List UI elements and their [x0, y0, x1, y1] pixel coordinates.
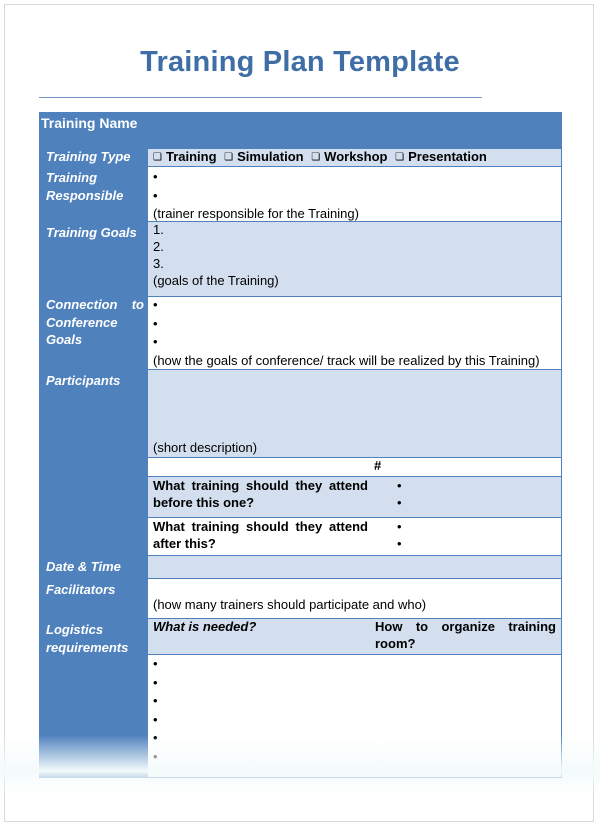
row-divider: [148, 578, 561, 579]
training-responsible-cell[interactable]: [148, 166, 561, 221]
bullet-item: [148, 168, 561, 187]
bullet-item: [148, 729, 561, 748]
connection-note: (how the goals of conference/ track will be realized by this Training): [153, 352, 540, 368]
row-divider: [148, 555, 561, 556]
connection-label-line2: Conference: [46, 314, 118, 330]
row-divider: [148, 517, 561, 518]
bullet-item: [148, 692, 561, 711]
row-divider: [148, 221, 561, 222]
bullet-item: [148, 674, 561, 693]
bullet-item: [148, 187, 561, 206]
checkbox-icon: ❏: [153, 152, 162, 163]
title-underline: [39, 97, 482, 98]
participants-description-cell[interactable]: [148, 369, 561, 457]
logistics-label: Logistics requirements: [39, 618, 148, 777]
goal-item-2: 2.: [153, 239, 164, 254]
row-divider: [148, 369, 561, 370]
row-divider: [148, 457, 561, 458]
responsible-note: (trainer responsible for the Training): [153, 206, 359, 221]
goals-note: (goals of the Training): [153, 273, 279, 288]
bullet-item: [148, 748, 561, 767]
bullet-item: [148, 315, 561, 334]
before-answers[interactable]: [392, 477, 402, 511]
bullet-item: [148, 296, 561, 315]
bullet-item: [392, 535, 402, 552]
date-time-label: Date & Time: [39, 555, 148, 578]
connection-label-line3: Goals: [46, 332, 83, 347]
row-divider: [148, 654, 561, 655]
table-right-border: [561, 112, 562, 778]
bullet-item: [148, 333, 561, 352]
logistics-header-row: [148, 618, 561, 654]
facilitators-label: Facilitators: [39, 578, 148, 618]
option-training[interactable]: ❏ Training: [153, 149, 217, 164]
training-goals-cell[interactable]: [148, 221, 561, 296]
training-goals-label: Training Goals: [39, 221, 148, 296]
after-answers[interactable]: [392, 518, 402, 552]
table-bottom-border: [39, 777, 561, 778]
row-divider: [148, 296, 561, 297]
training-responsible-label: Training Responsible: [39, 166, 148, 221]
page-title: Training Plan Template: [140, 46, 460, 78]
connection-label-line1: Connection to: [46, 297, 144, 312]
participants-note: (short description): [153, 440, 258, 455]
before-row: [148, 476, 561, 517]
participants-label: Participants: [39, 369, 148, 555]
checkbox-icon: ❏: [395, 152, 405, 163]
goal-item-3: 3.: [153, 256, 164, 271]
goal-item-1: 1.: [153, 222, 164, 237]
row-divider: [148, 476, 561, 477]
participants-hash-row: [148, 457, 561, 476]
checkbox-icon: ❏: [311, 152, 321, 163]
hash-header: #: [374, 458, 382, 473]
bullet-item: [148, 711, 561, 730]
row-divider: [148, 148, 561, 149]
connection-cell[interactable]: [148, 296, 561, 369]
row-divider: [148, 166, 561, 167]
option-simulation[interactable]: ❏ Simulation: [224, 149, 304, 164]
date-time-cell[interactable]: [148, 555, 561, 578]
training-type-label: Training Type: [39, 148, 148, 166]
after-row: [148, 517, 561, 555]
what-needed-header: What is needed?: [153, 619, 257, 634]
connection-label: [39, 296, 148, 369]
training-name-header: Training Name: [39, 112, 561, 148]
row-divider: [148, 618, 561, 619]
option-presentation[interactable]: ❏ Presentation: [395, 149, 487, 164]
facilitators-cell[interactable]: [148, 578, 561, 618]
checkbox-icon: ❏: [224, 152, 234, 163]
how-organize-header: How to organize training room?: [375, 619, 556, 651]
option-workshop[interactable]: ❏ Workshop: [311, 149, 388, 164]
bullet-item: [148, 655, 561, 674]
facilitators-note: (how many trainers should participate and who): [153, 597, 427, 612]
after-question: What training should they attend after this?: [153, 519, 368, 551]
bullet-item: [392, 477, 402, 494]
logistics-list-cell[interactable]: [148, 654, 561, 777]
training-type-options: [148, 148, 561, 166]
bullet-item: [392, 494, 402, 511]
before-question: What training should they attend before this one?: [153, 478, 368, 510]
bullet-item: [392, 518, 402, 535]
